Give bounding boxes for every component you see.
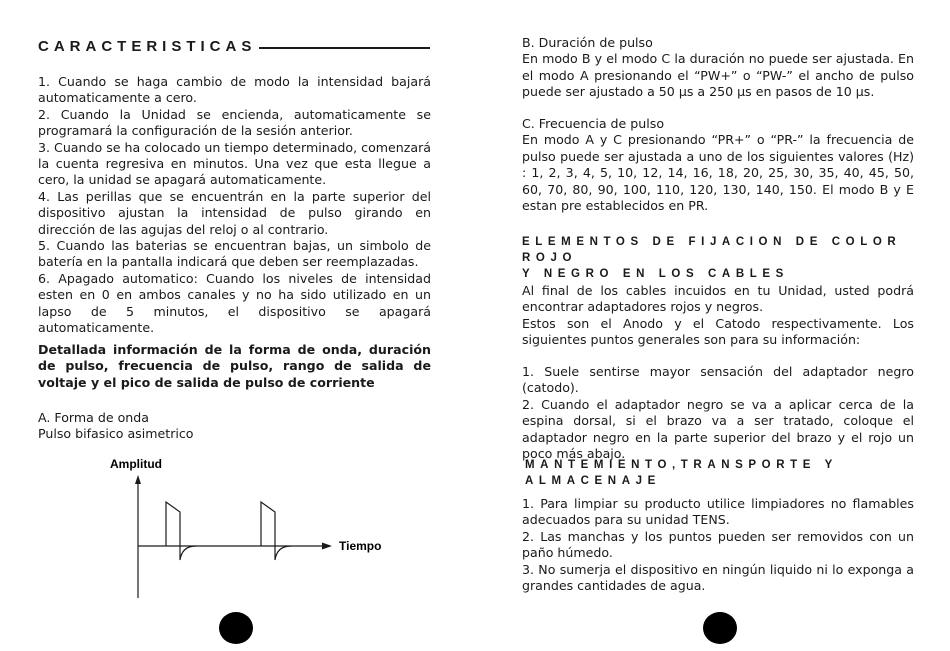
pulse-frequency-section [522, 116, 914, 214]
elements-item-2: 2. Cuando el adaptador negro se va a aplicar cerca de la espina dorsal, si el brazo va a ser tratado, coloque el adaptador negro en la parte superior del brazo y el rojo un poco más abajo. [522, 396, 914, 462]
waveform-title: A. Forma de onda [38, 410, 149, 425]
page-marker-dot [703, 612, 737, 644]
maintenance-list [522, 496, 914, 594]
feature-item-4: 4. Las perillas que se encuentrán en la parte superior del dispositivo ajustan la intensidad de pulso girando en dirección de las agujas del reloj o al contrario. [38, 188, 431, 237]
feature-item-5: 5. Cuando las baterias se encuentran bajas, un simbolo de batería en la pantalla indicará que deben ser reemplazadas. [38, 238, 431, 270]
pulse-frequency-title: C. Frecuencia de pulso [522, 116, 665, 131]
amplitude-label: Amplitud [110, 457, 162, 471]
detail-heading: Detallada información de la forma de onda, duración de pulso, frecuencia de pulso, rango de salida de voltaje y el pico de salida de pulso de corriente [38, 342, 431, 390]
pulse-2 [261, 502, 291, 560]
waveform-section [38, 410, 431, 443]
caracteristicas-heading: CARACTERISTICAS [38, 38, 257, 55]
heading-rule [259, 47, 430, 49]
pulse-1 [166, 502, 196, 560]
elements-section [522, 283, 914, 349]
page-marker-dot [219, 612, 253, 644]
elements-intro-1: Al final de los cables incuidos en tu Unidad, usted podrá encontrar adaptadores rojos y negros. [522, 283, 914, 315]
right-page [475, 0, 950, 651]
pulse-frequency-text: En modo A y C presionando “PR+” o “PR-” la frecuencia de pulso puede ser ajustada a uno de los siguientes valores (Hz) : 1, 2, 3, 4, 5, 10, 12, 14, 16, 18, 20, 25, 30, 35, 40, 45, 50, 60, 70, 80, 90, 100, 110, 120, 130, 140, 150. El modo B y E estan pre establecidos en PR. [522, 132, 914, 214]
time-label: Tiempo [339, 539, 382, 553]
waveform-diagram [100, 452, 400, 602]
elements-item-1: 1. Suele sentirse mayor sensación del adaptador negro (catodo). [522, 364, 914, 396]
pulse-duration-section [522, 35, 914, 101]
feature-item-6: 6. Apagado automatico: Cuando los niveles de intensidad esten en 0 en ambos canales y no ha sido utilizado en un lapso de 5 minutos, el dispositivo se apagará automaticamente. [38, 270, 431, 336]
pulse-duration-text: En modo B y el modo C la duración no puede ser ajustada. En el modo A presionando el “PW+” o “PW-” el ancho de pulso puede ser ajustado a 50 μs a 250 μs en pasos de 10 μs. [522, 51, 914, 100]
elements-intro-2: Estos son el Anodo y el Catodo respectivamente. Los siguientes puntos generales son para su información: [522, 315, 914, 348]
maintenance-item-1: 1. Para limpiar su producto utilice limpiadores no flamables adecuados para su unidad TENS. [522, 496, 914, 528]
features-list [38, 74, 431, 337]
pulse-duration-title: B. Duración de pulso [522, 35, 653, 50]
y-axis-arrow [135, 475, 141, 484]
maintenance-item-3: 3. No sumerja el dispositivo en ningún liquido ni lo exponga a grandes cantidades de agua. [522, 561, 914, 594]
elements-heading: ELEMENTOS DE FIJACION DE COLOR ROJO Y NEGRO EN LOS CABLES [522, 236, 902, 280]
maintenance-heading: MANTEMIENTO,TRANSPORTE Y ALMACENAJE [525, 459, 838, 487]
waveform-subtitle: Pulso bifasico asimetrico [38, 426, 194, 442]
x-axis-arrow [322, 543, 332, 550]
feature-item-3: 3. Cuando se ha colocado un tiempo determinado, comenzará la cuenta regresiva en minutos. Una vez que esta llegue a cero, la unidad se apagará automaticamente. [38, 139, 431, 188]
feature-item-2: 2. Cuando la Unidad se encienda, automaticamente se programará la configuración de la sesión anterior. [38, 106, 431, 139]
maintenance-item-2: 2. Las manchas y los puntos pueden ser removidos con un paño húmedo. [522, 528, 914, 561]
elements-list [522, 364, 914, 462]
feature-item-1: 1. Cuando se haga cambio de modo la intensidad bajará automaticamente a cero. [38, 74, 431, 106]
